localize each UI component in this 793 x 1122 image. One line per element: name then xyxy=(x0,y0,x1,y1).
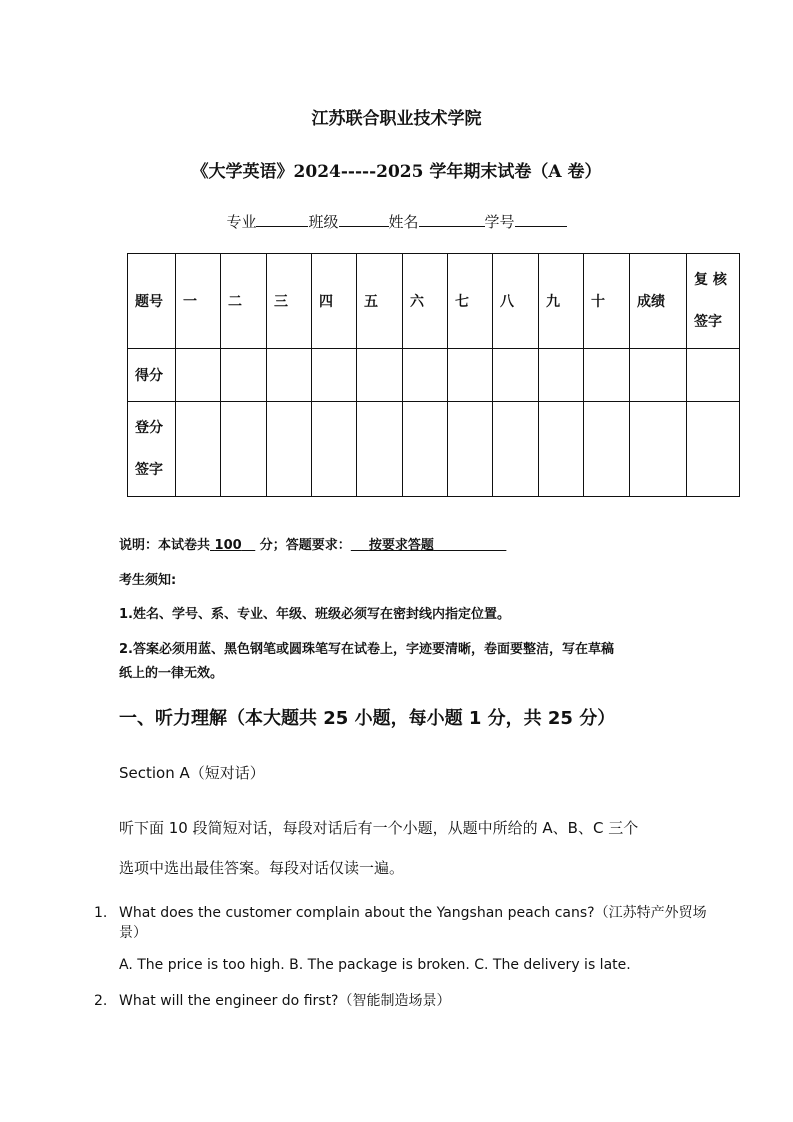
review-sign-label xyxy=(687,254,740,349)
notice-item-2-line2: 纸上的一律无效。 xyxy=(119,666,224,681)
student-info-line xyxy=(0,211,793,232)
school-name: 江苏联合职业技术学院 xyxy=(311,109,482,129)
col-header: 十 xyxy=(584,254,630,349)
sign-cell[interactable] xyxy=(539,402,584,497)
question-2 xyxy=(94,990,451,1010)
score-cell[interactable] xyxy=(630,349,687,402)
name-label: 姓名 xyxy=(388,213,419,231)
total-score-value xyxy=(210,538,255,553)
score-table xyxy=(127,253,740,497)
requirement-value xyxy=(351,538,507,553)
sign-cell[interactable] xyxy=(493,402,539,497)
exam-title: 《大学英语》2024-----2025 学年期末试卷（A 卷） xyxy=(191,162,602,182)
student-id-blank[interactable] xyxy=(515,212,567,227)
col-header: 七 xyxy=(448,254,493,349)
col-header: 四 xyxy=(312,254,357,349)
recorder-label-line1: 登分 xyxy=(135,420,163,436)
sign-cell[interactable] xyxy=(687,402,740,497)
sign-cell[interactable] xyxy=(630,402,687,497)
requirement-text: 按要求答题 xyxy=(368,538,434,553)
sign-cell[interactable] xyxy=(176,402,221,497)
col-header: 八 xyxy=(493,254,539,349)
col-header: 一 xyxy=(176,254,221,349)
total-score-number: 100 xyxy=(214,538,242,553)
question-1-options: A. The price is too high. B. The package is broken. C. The delivery is late. xyxy=(119,957,631,973)
score-cell[interactable] xyxy=(357,349,403,402)
score-cell[interactable] xyxy=(221,349,267,402)
sign-cell[interactable] xyxy=(357,402,403,497)
review-label-line2: 签字 xyxy=(694,314,722,330)
col-header: 二 xyxy=(221,254,267,349)
description-prefix: 说明：本试卷共 xyxy=(119,538,211,553)
notice-heading: 考生须知: xyxy=(119,573,177,588)
score-cell[interactable] xyxy=(493,349,539,402)
review-label-line1: 复 核 xyxy=(694,272,727,288)
question-text: What does the customer complain about the Yangshan peach cans?（江苏特产外贸场 xyxy=(119,905,707,921)
recorder-sign-row xyxy=(128,402,740,497)
question-1 xyxy=(94,902,707,922)
class-label: 班级 xyxy=(308,213,339,231)
notice-item-2-line1: 2.答案必须用蓝、黑色钢笔或圆珠笔写在试卷上，字迹要清晰，卷面要整洁，写在草稿 xyxy=(119,642,614,657)
question-number: 2. xyxy=(94,993,108,1009)
question-1-cont: 景） xyxy=(119,925,147,941)
section-heading: 一、听力理解（本大题共 25 小题，每小题 1 分，共 25 分） xyxy=(119,708,616,729)
col-header: 三 xyxy=(267,254,312,349)
major-blank[interactable] xyxy=(256,212,308,227)
major-label: 专业 xyxy=(226,213,257,231)
col-header: 九 xyxy=(539,254,584,349)
recorder-sign-label xyxy=(128,402,176,497)
class-blank[interactable] xyxy=(339,212,389,227)
score-cell[interactable] xyxy=(539,349,584,402)
col-header: 五 xyxy=(357,254,403,349)
score-label: 得分 xyxy=(128,349,176,402)
score-cell[interactable] xyxy=(403,349,448,402)
exam-description xyxy=(119,534,506,553)
sign-cell[interactable] xyxy=(448,402,493,497)
score-cell[interactable] xyxy=(312,349,357,402)
col-header: 六 xyxy=(403,254,448,349)
question-text: What will the engineer do first?（智能制造场景） xyxy=(119,993,451,1009)
sign-cell[interactable] xyxy=(267,402,312,497)
score-row xyxy=(128,349,740,402)
section-a-title: Section A（短对话） xyxy=(119,764,265,782)
score-cell[interactable] xyxy=(267,349,312,402)
question-number-row xyxy=(128,254,740,349)
notice-item-1: 1.姓名、学号、系、专业、年级、班级必须写在密封线内指定位置。 xyxy=(119,607,510,622)
description-mid: 分；答题要求： xyxy=(259,538,351,553)
name-blank[interactable] xyxy=(419,212,485,227)
question-number: 1. xyxy=(94,905,108,921)
sign-cell[interactable] xyxy=(403,402,448,497)
total-label: 成绩 xyxy=(630,254,687,349)
sign-cell[interactable] xyxy=(221,402,267,497)
instruction-line2: 选项中选出最佳答案。每段对话仅读一遍。 xyxy=(119,859,405,877)
score-cell[interactable] xyxy=(584,349,630,402)
student-id-label: 学号 xyxy=(484,213,515,231)
sign-cell[interactable] xyxy=(312,402,357,497)
score-cell[interactable] xyxy=(176,349,221,402)
score-cell[interactable] xyxy=(448,349,493,402)
recorder-label-line2: 签字 xyxy=(135,462,163,478)
instruction-line1: 听下面 10 段简短对话，每段对话后有一个小题，从题中所给的 A、B、C 三个 xyxy=(119,819,639,837)
sign-cell[interactable] xyxy=(584,402,630,497)
question-number-label: 题号 xyxy=(128,254,176,349)
score-cell[interactable] xyxy=(687,349,740,402)
